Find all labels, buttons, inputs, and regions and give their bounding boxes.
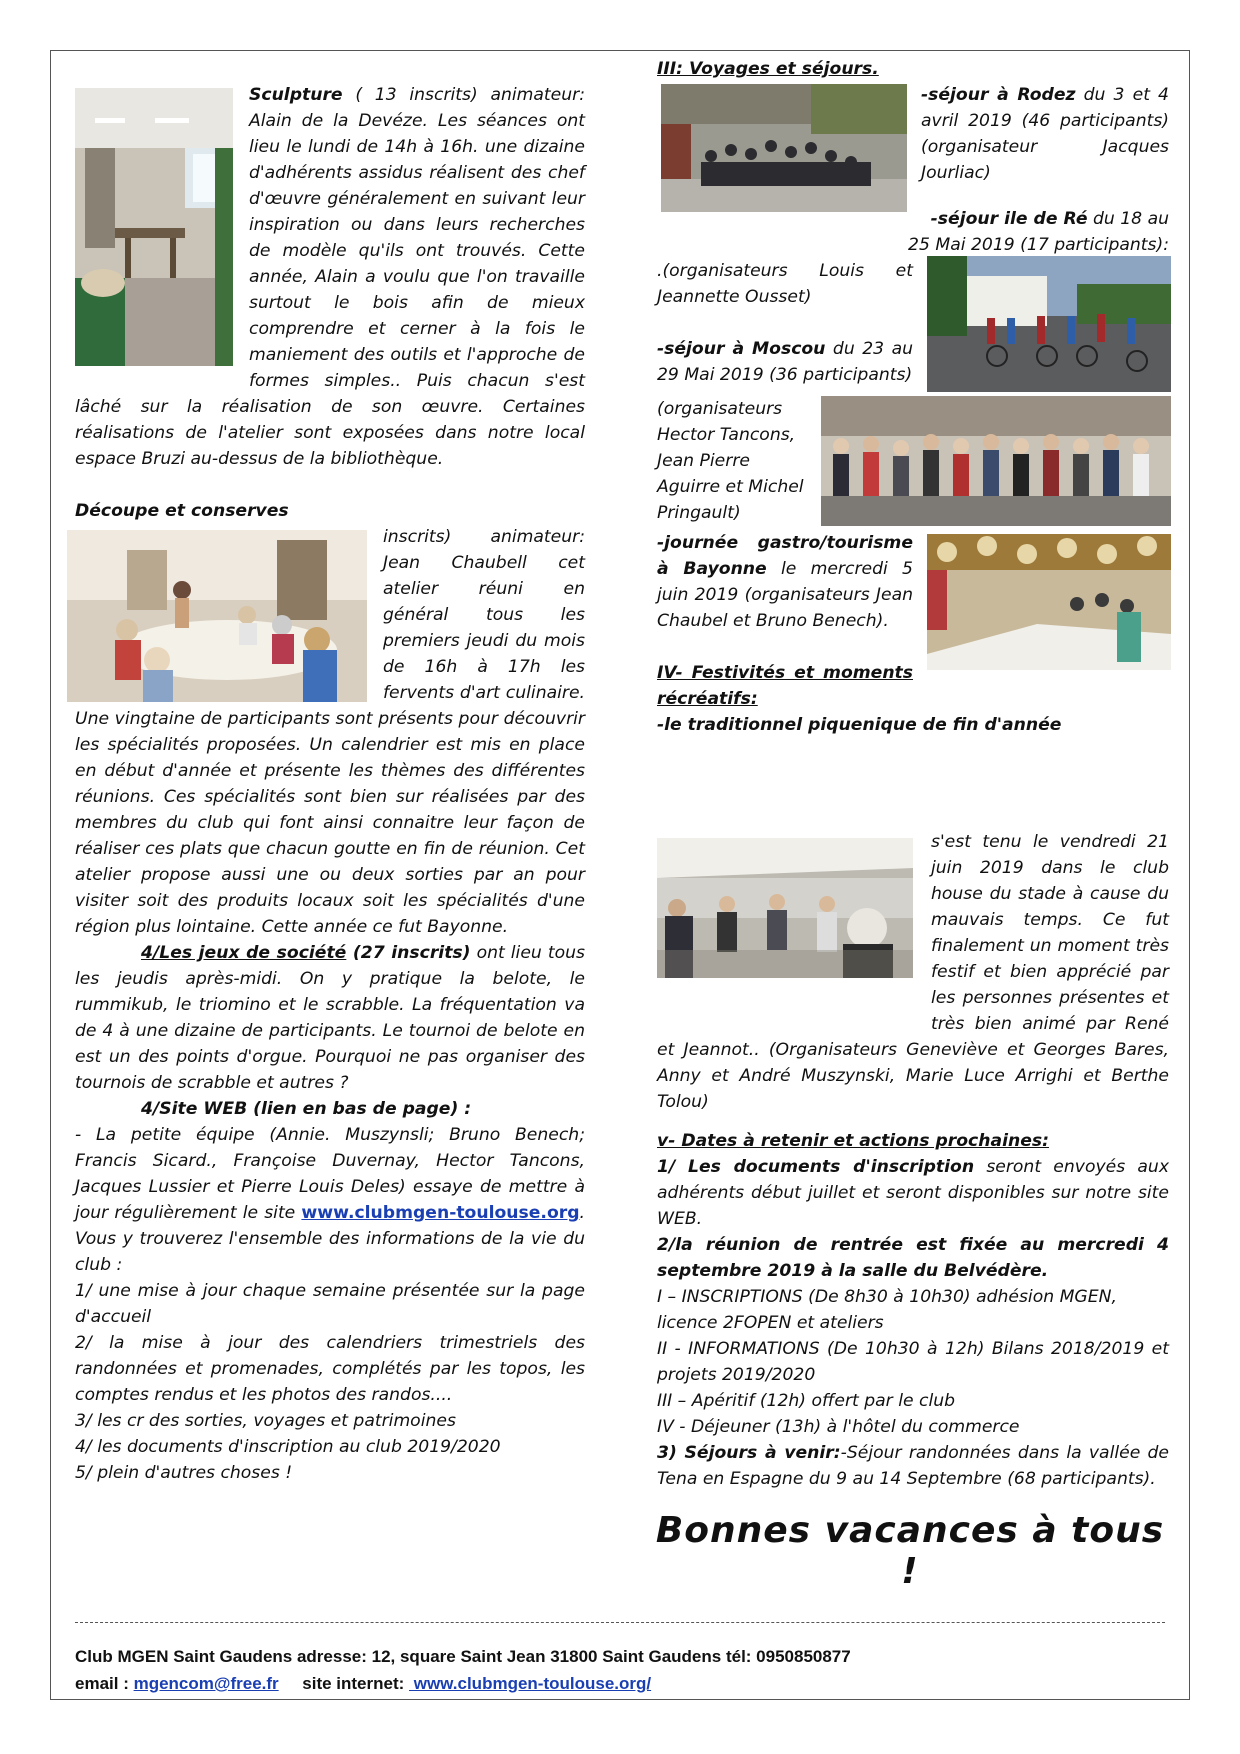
footer-email-link[interactable]: mgencom@free.fr (133, 1674, 279, 1693)
footer-email-label: email : (75, 1674, 134, 1693)
footer-site-link[interactable]: www.clubmgen-toulouse.org/ (409, 1674, 652, 1693)
date-item-5: III – Apéritif (12h) offert par le club (657, 1391, 956, 1411)
dates-title: v- Dates à retenir et actions prochaines: (657, 1131, 1049, 1151)
footer-site-label: site internet: (278, 1674, 410, 1693)
moscow-group-photo (821, 396, 1171, 526)
moscou-title: -séjour à Moscou (657, 339, 826, 359)
site-text: - La petite équipe (Annie. Muszynsli; Bruno Benech; Francis Sicard., Françoise Duvernay, Hector Tancons, Jacques Lussier et Pierre Louis Deles) essaye de mettre à jour régulièrement le site (75, 1125, 585, 1223)
footer-divider (75, 1622, 1165, 1623)
closing-message: Bonnes vacances à tous ! (655, 1510, 1165, 1592)
rodez-paragraph (657, 82, 1169, 186)
re-block (657, 258, 1169, 388)
sculpture-workshop-photo (75, 88, 233, 366)
rodez-text: du 3 et 4 avril 2019 (46 participants) (organisateur Jacques Jourliac) (921, 85, 1169, 183)
date-item-6: IV - Déjeuner (13h) à l'hôtel du commerce (657, 1417, 1020, 1437)
date-item-7-text: -Séjour randonnées dans la vallée de Tena en Espagne du 9 au 14 Septembre (68 participants). (657, 1443, 1169, 1489)
site-paragraph (75, 1122, 585, 1278)
bayonne-title: -journée gastro/tourisme à Bayonne (657, 533, 913, 579)
sculpture-paragraph (75, 82, 585, 472)
footer-contact (75, 1670, 1175, 1697)
site-after: . Vous y trouverez l'ensemble des informations de la vie du club : (75, 1203, 585, 1275)
jeux-count: (27 inscrits) (346, 943, 471, 963)
date-item-2: 2/la réunion de rentrée est fixée au mercredi 4 septembre 2019 à la salle du Belvédère. (657, 1235, 1169, 1281)
re-title: -séjour ile de Ré (930, 209, 1088, 229)
site-items (75, 1278, 585, 1486)
jeux-text: ont lieu tous les jeudis après-midi. On y pratique la belote, le rummikub, le triomino et le scrabble. La fréquentation va de 4 à une dizaine de participants. Le tournoi de belote en est un des points d'orgue. Pourquoi ne pas organiser des tournois de scrabble et autres ? (75, 943, 585, 1093)
site-item: 3/ les cr des sorties, voyages et patrimoines (75, 1411, 456, 1431)
re-text: du 18 au 25 Mai 2019 (17 participants): (908, 209, 1169, 255)
site-item: 5/ plein d'autres choses ! (75, 1463, 293, 1483)
festivites-title: IV- Festivités et moments récréatifs: (657, 663, 913, 709)
ile-de-re-cyclists-photo (927, 256, 1171, 392)
date-item-4: II - INFORMATIONS (De 10h30 à 12h) Bilans 2018/2019 et projets 2019/2020 (657, 1339, 1169, 1385)
re-org: .(organisateurs Louis et Jeannette Ousset) (657, 261, 913, 307)
footer (75, 1643, 1175, 1697)
rodez-title: -séjour à Rodez (921, 85, 1076, 105)
sculpture-text: ( 13 inscrits) animateur: Alain de la Devéze. Les séances ont lieu le lundi de 14h à 16h. une dizaine d'adhérents assidus réalisent des chef d'œuvre généralement en suivant leur inspiration ou dans leurs recherches de modèle qu'ils ont trouvés. Cette année, Alain a voulu que l'on travaille surtout le bois afin de mieux comprendre et cerner à la fois le maniement des outils et l'approche de formes simples.. Puis chacun s'est lâché sur la réalisation de son œuvre. Certaines réalisations de l'atelier sont exposées dans notre local espace Bruzi au-dessus de la bibliothèque. (75, 85, 585, 469)
left-column (75, 82, 585, 1582)
date-item-7-bold: 3) Séjours à venir: (657, 1443, 841, 1463)
date-item-7 (657, 1440, 1169, 1492)
voyages-title: III: Voyages et séjours. (657, 59, 879, 79)
piquenique-text: s'est tenu le vendredi 21 juin 2019 dans le club house du stade à cause du mauvais temps. Ce fut finalement un moment très festif et bien apprécié par les personnes présentes et très bien animé par René et Jeannot.. (Organisateurs Geneviève et Georges Bares, Anny et André Muszynski, Marie Luce Arrighi et Berthe Tolou) (657, 832, 1169, 1112)
moscou-block (657, 396, 1169, 526)
jeux-title: 4/Les jeux de société (141, 943, 347, 963)
bayonne-text: le mercredi 5 juin 2019 (organisateurs Jean Chaubel et Bruno Benech). (657, 559, 913, 631)
jeux-paragraph (75, 940, 585, 1096)
site-item: 2/ la mise à jour des calendriers trimestriels des randonnées et promenades, complétés par les topos, les comptes rendus et les photos des randos.... (75, 1333, 585, 1405)
dates-block (657, 1128, 1169, 1508)
site-item: 1/ une mise à jour chaque semaine présentée sur la page d'accueil (75, 1281, 585, 1327)
re-paragraph (657, 206, 1169, 258)
date-item-3: I – INSCRIPTIONS (De 8h30 à 10h30) adhésion MGEN, licence 2FOPEN et ateliers (657, 1287, 1117, 1333)
rodez-group-photo (661, 84, 907, 212)
piquenique-title: -le traditionnel piquenique de fin d'année (657, 715, 1062, 735)
bayonne-paragraph (657, 530, 1169, 738)
date-item-1-text: seront envoyés aux adhérents début juillet et seront disponibles sur notre site WEB. (657, 1157, 1169, 1229)
date-item-1-bold: 1/ Les documents d'inscription (657, 1157, 975, 1177)
decoupe-text: inscrits) animateur: Jean Chaubell cet atelier réuni en général tous les premiers jeudi du mois de 16h à 17h les fervents d'art culinaire. Une vingtaine de participants sont présents pour découvrir les spécialités proposées. Un calendrier est mis en place en début d'année et présente les thèmes des différentes réunions. Ces spécialités sont bien sur réalisées par des membres du club qui font ainsi connaitre leur façon de réaliser ces plats que chacun goutte en fin de réunion. Cet atelier propose aussi une ou deux sorties par an pour visiter soit des produits locaux soit les spécialités d'une région plus lointaine. Cette année ce fut Bayonne. (75, 527, 585, 937)
bayonne-dinner-photo (927, 534, 1171, 670)
moscou-text: du 23 au 29 Mai 2019 (36 participants) (657, 339, 914, 385)
decoupe-title: Découpe et conserves (75, 501, 289, 521)
date-item-1 (657, 1154, 1169, 1232)
cooking-workshop-photo (67, 530, 367, 702)
piquenique-text-block (657, 807, 1169, 1127)
moscou-org: (organisateurs Hector Tancons, Jean Pierre Aguirre et Michel Pringault) (657, 399, 804, 523)
site-link[interactable]: www.clubmgen-toulouse.org (301, 1203, 580, 1223)
site-title: 4/Site WEB (lien en bas de page) : (141, 1099, 472, 1119)
site-item: 4/ les documents d'inscription au club 2019/2020 (75, 1437, 501, 1457)
footer-address: Club MGEN Saint Gaudens adresse: 12, square Saint Jean 31800 Saint Gaudens tél: 0950850877 (75, 1647, 851, 1666)
sculpture-title: Sculpture (249, 85, 343, 105)
